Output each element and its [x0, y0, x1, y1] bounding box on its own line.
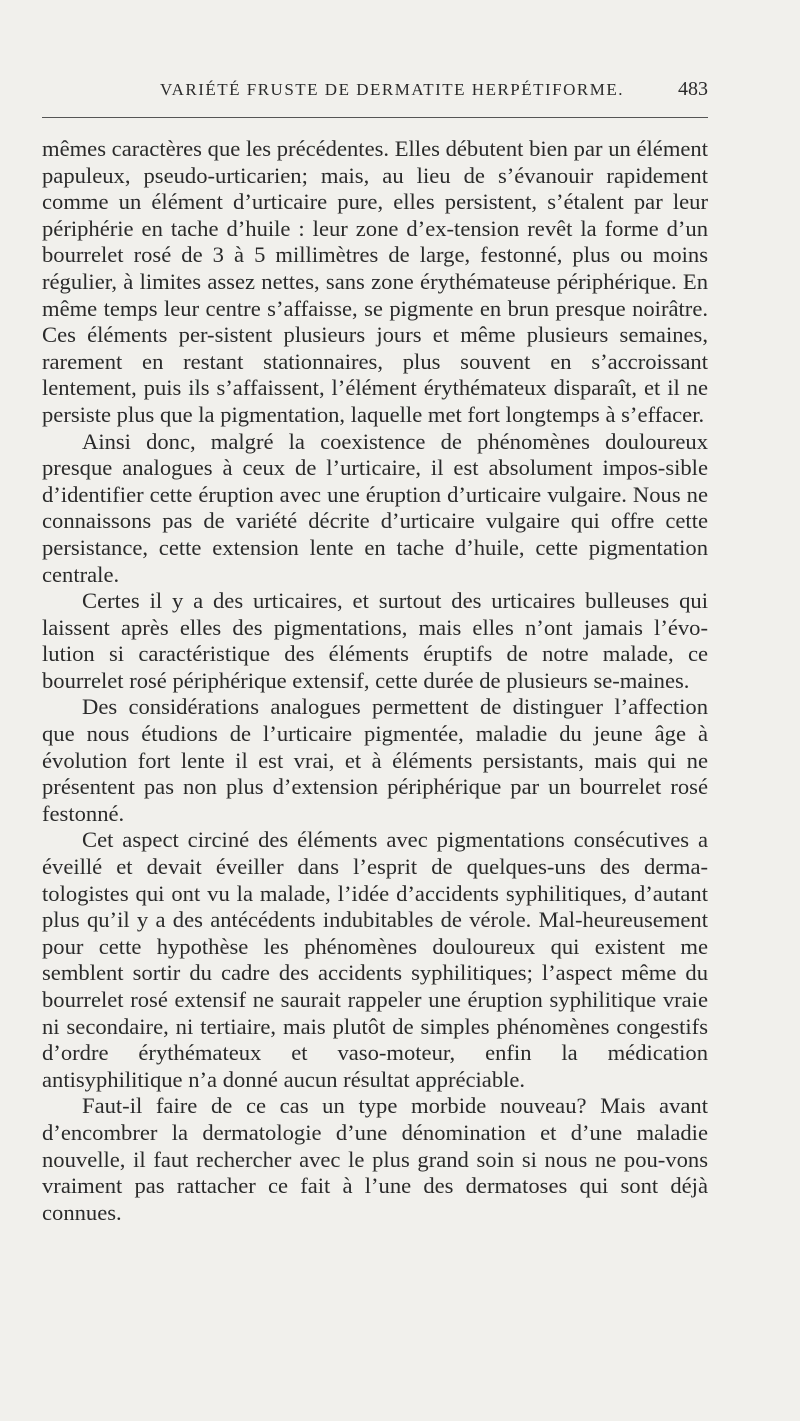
paragraph: Certes il y a des urticaires, et surtout des urticaires bulleuses qui laissent après elles des pigmentations, mais elles n’ont jamais l’évo-lution si caractéristique des éléments éruptifs de notre malade, ce bourrelet rosé périphérique extensif, cette durée de plusieurs se-maines. — [42, 588, 708, 693]
paragraph: Faut-il faire de ce cas un type morbide nouveau? Mais avant d’encombrer la dermatologie d’une dénomination et d’une maladie nouvelle, il faut rechercher avec le plus grand soin si nous ne pou-vons vraiment pas rattacher ce fait à l’une des dermatoses qui sont déjà connues. — [42, 1093, 708, 1225]
page-number: 483 — [678, 78, 708, 100]
paragraph: Des considérations analogues permettent de distinguer l’affection que nous étudions de l’urticaire pigmentée, maladie du jeune âge à évolution fort lente il est vrai, et à éléments persistants, mais qui ne présentent pas non plus d’extension périphérique par un bourrelet rosé festonné. — [42, 694, 708, 826]
running-title: VARIÉTÉ FRUSTE DE DERMATITE HERPÉTIFORME. — [160, 80, 624, 99]
paragraph-continuation: mêmes caractères que les précédentes. Elles débutent bien par un élément papuleux, pseudo-urticarien; mais, au lieu de s’évanouir rapidement comme un élément d’urticaire pure, elles persistent, s’étalent par leur périphérie en tache d’huile : leur zone d’ex-tension revêt la forme d’un bourrelet rosé de 3 à 5 millimètres de large, festonné, plus ou moins régulier, à limites assez nettes, sans zone érythémateuse périphérique. En même temps leur centre s’affaisse, se pigmente en brun presque noirâtre. Ces éléments per-sistent plusieurs jours et même plusieurs semaines, rarement en restant stationnaires, plus souvent en s’accroissant lentement, puis ils s’affaissent, l’élément érythémateux disparaît, et il ne persiste plus que la pigmentation, laquelle met fort longtemps à s’effacer. — [42, 136, 708, 427]
body-text — [42, 136, 708, 1226]
paragraph: Cet aspect circiné des éléments avec pigmentations consécutives a éveillé et devait éveiller dans l’esprit de quelques-uns des derma-tologistes qui ont vu la malade, l’idée d’accidents syphilitiques, d’autant plus qu’il y a des antécédents indubitables de vérole. Mal-heureusement pour cette hypothèse les phénomènes douloureux qui existent me semblent sortir du cadre des accidents syphilitiques; l’aspect même du bourrelet rosé extensif ne saurait rappeler une éruption syphilitique vraie ni secondaire, ni tertiaire, mais plutôt de simples phénomènes congestifs d’ordre érythémateux et vaso-moteur, enfin la médication antisyphilitique n’a donné aucun résultat appréciable. — [42, 827, 708, 1092]
running-head — [42, 74, 708, 104]
paragraph: Ainsi donc, malgré la coexistence de phénomènes douloureux presque analogues à ceux de l’urticaire, il est absolument impos-sible d’identifier cette éruption avec une éruption d’urticaire vulgaire. Nous ne connaissons pas de variété décrite d’urticaire vulgaire qui offre cette persistance, cette extension lente en tache d’huile, cette pigmentation centrale. — [42, 428, 708, 587]
header-rule — [42, 117, 708, 118]
